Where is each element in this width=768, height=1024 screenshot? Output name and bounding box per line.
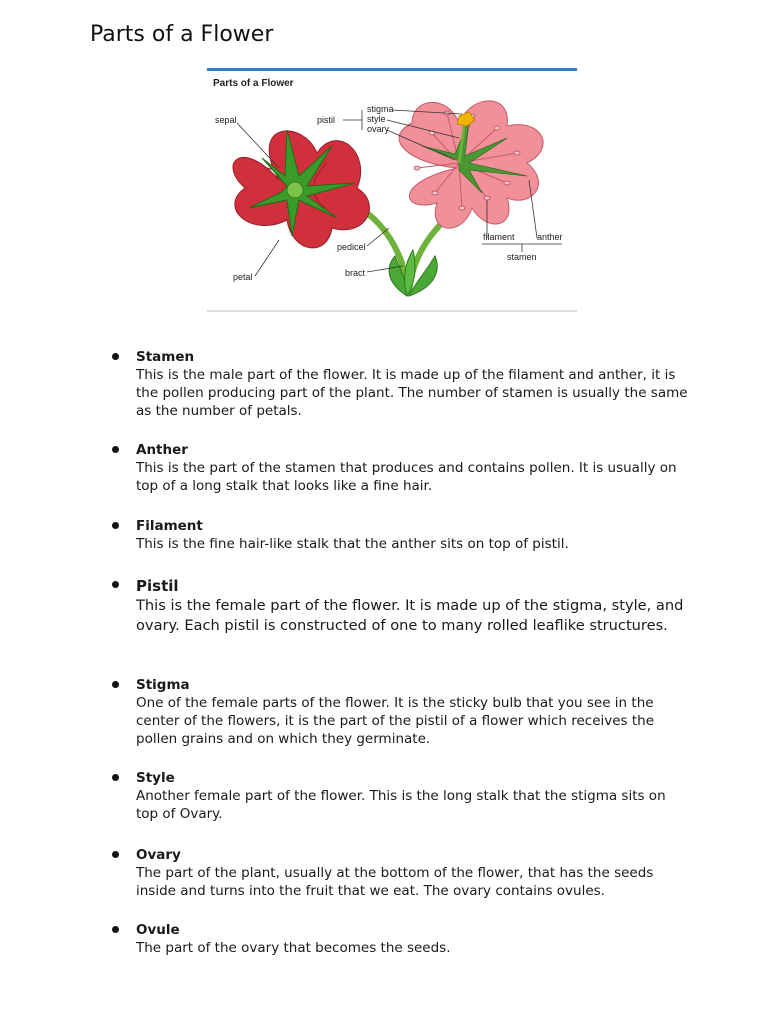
label-petal: petal [233, 272, 253, 282]
label-pedicel: pedicel [337, 242, 366, 252]
label-stamen: stamen [507, 252, 537, 262]
label-style: style [367, 114, 386, 124]
term-description: Another female part of the flower. This is the long stalk that the stigma sits on top of Ovary. [136, 788, 666, 822]
term-name: Anther [136, 442, 188, 458]
bullet [112, 851, 119, 858]
red-flower [233, 130, 369, 248]
list-item [110, 576, 690, 635]
term-description: The part of the plant, usually at the bottom of the flower, that has the seeds inside and turns into the fruit that we eat. The ovary contains ovules. [136, 865, 654, 899]
label-bract: bract [345, 268, 366, 278]
bullet [112, 774, 119, 781]
figure-title: Parts of a Flower [213, 78, 294, 89]
flower-diagram-svg [207, 68, 577, 313]
label-filament: filament [483, 232, 515, 242]
label-anther: anther [537, 232, 563, 242]
figure-top-bar [207, 68, 577, 71]
list-item [110, 441, 690, 495]
list-item [110, 921, 690, 957]
label-ovary: ovary [367, 124, 390, 134]
bract-leaves [389, 250, 437, 296]
term-description: This is the male part of the flower. It is made up of the filament and anther, it is the pollen producing part of the plant. The number of stamen is usually the same as the number of petals. [136, 367, 688, 419]
document-title: Parts of a Flower [90, 22, 274, 47]
term-name: Ovary [136, 847, 181, 863]
term-description: The part of the ovary that becomes the seeds. [136, 940, 451, 956]
term-description: This is the female part of the flower. It is made up of the stigma, style, and ovary. Each pistil is constructed of one to many rolled leaflike structures. [136, 597, 684, 634]
bullet [112, 353, 119, 360]
bullet [112, 681, 119, 688]
term-name: Stamen [136, 349, 195, 365]
flower-diagram [207, 68, 577, 313]
list-item [110, 517, 690, 553]
bullet [112, 581, 119, 588]
list-item [110, 769, 690, 823]
term-name: Pistil [136, 577, 179, 595]
label-sepal: sepal [215, 115, 237, 125]
label-stigma: stigma [367, 104, 394, 114]
list-item [110, 676, 690, 748]
term-name: Ovule [136, 922, 180, 938]
label-pistil: pistil [317, 115, 336, 125]
term-name: Filament [136, 518, 203, 534]
term-name: Style [136, 770, 175, 786]
list-item [110, 348, 690, 420]
term-description: This is the part of the stamen that produces and contains pollen. It is usually on top of a long stalk that looks like a fine hair. [136, 460, 677, 494]
pink-flower [399, 101, 543, 228]
bullet [112, 522, 119, 529]
term-description: This is the fine hair-like stalk that the anther sits on top of pistil. [136, 536, 569, 552]
bullet [112, 446, 119, 453]
bullet [112, 926, 119, 933]
list-item [110, 846, 690, 900]
term-name: Stigma [136, 677, 190, 693]
term-description: One of the female parts of the flower. It is the sticky bulb that you see in the center of the flowers, it is the part of the pistil of a flower which receives the pollen grains and on which they germinate. [136, 695, 655, 747]
